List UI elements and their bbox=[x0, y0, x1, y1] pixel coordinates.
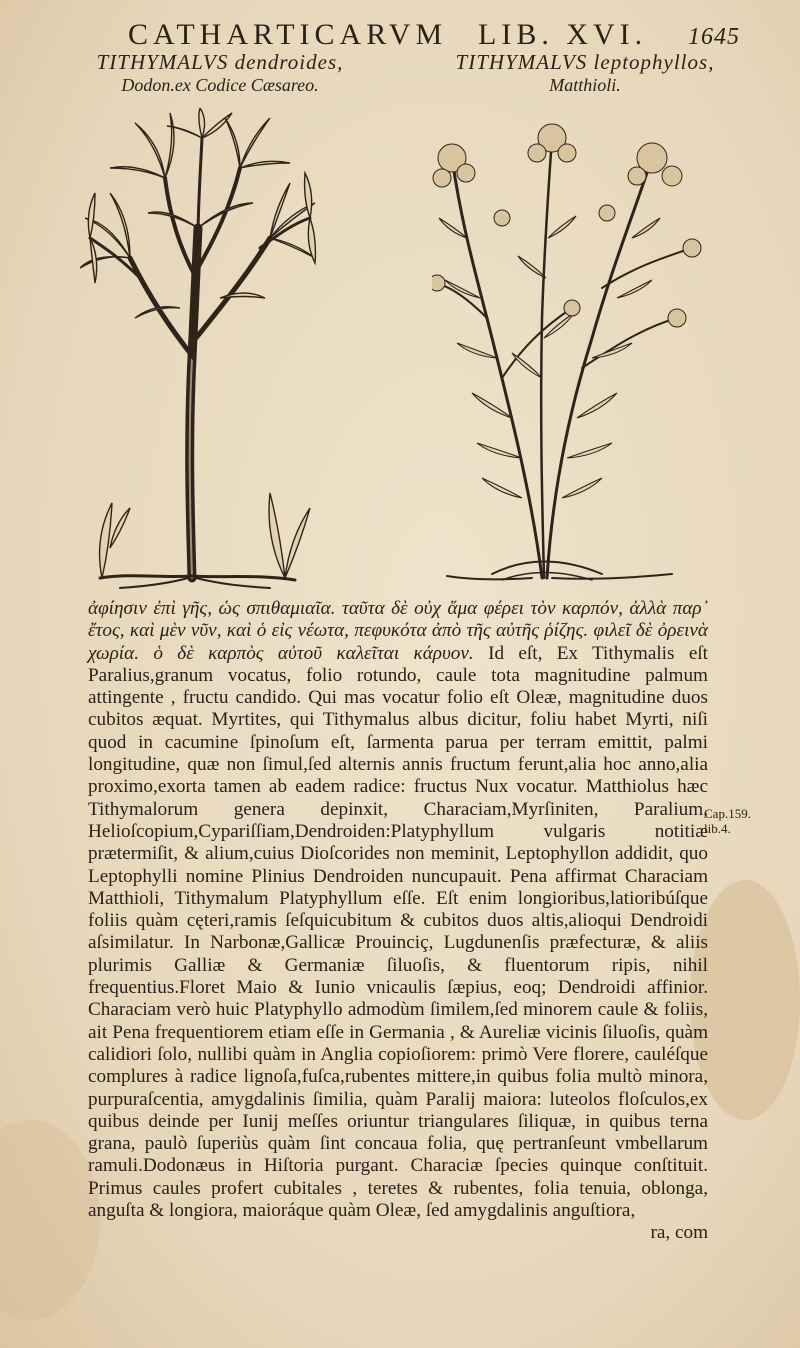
paper-stain bbox=[0, 1120, 100, 1320]
book-number: LIB. XVI. bbox=[478, 18, 648, 51]
figure-caption-right bbox=[420, 50, 750, 96]
plant-source-right: Matthioli. bbox=[549, 75, 621, 95]
page-number: 1645 bbox=[688, 24, 740, 50]
woodcut-tithymalus-dendroides bbox=[80, 108, 320, 590]
latin-commentary: Id eſt, Ex Tithymalis eſt Paralius,granum vocatus, folio rotundo, caule tota magnitudine palmum attingente , fructu candido. Qui mas vocatur folio eſt Oleæ, magnitudine duos cubitos æquat. Myrtites, qui Tithymalus albus dicitur, foliu habet Myrti, niſi quod in cacumine ſpinoſum eſt, ſarmenta parua per terram emittit, palmi longitudine, quæ non ſimul,ſed alternis annis fructum ferunt,alia hoc anno,alia proximo,exorta tamen ab eadem radice: fructus Nux vocatur. Matthiolus hæc Tithymalorum genera depinxit, Characiam,Myrſiniten, Paralium, Helioſcopium,Cypariſſiam,Dendroiden:Platyphyllum vulgaris notitiæ prætermiſit, & alium,cuius Dioſcorides non meminit, Leptophyllon addidit, quo Leptophylli nomine Plinius Dendroiden nuncupauit. Pena affirmat Characiam Matthioli, Tithymalum Platyphyllum eſſe. Eſt enim longioribus,latioribúſque foliis quàm cęteri,ramis ſeſquicubitum & cubitos duos altis,alioqui Dendroidi aſsimilatur. In Narbonæ,Gallicæ Prouinciç, Lugdunenſis præfecturæ, & aliis plurimis Galliæ & Germaniæ ſiluoſis, & fluentorum ripis, nihil frequentius.Floret Maio & Iunio vnicaulis ſæpius, eoq; Dendroidi affinior. Characiam verò huic Platyphyllo admodùm ſimilem,ſed minorem caule & foliis, ait Pena frequentiorem etiam eſſe in Germania , & Aureliæ vicinis ſiluoſis, quàm calidiori ſolo, nullibi quàm in Anglia copioſiorem: primò Vere florere, cauléſque complures à radice lignoſa,fuſca,rubentes mittere,in quibus folia multò minora, purpuraſcentia, amygdalinis ſimilia, quàm Paralij maiora: luteolos floſculos,ex quibus deinde per Iunij meſſes oriuntur triangulares ſiliquæ, in quibus terna grana, paulò ſuperiùs quàm ſint concaua folia, quę pertranſeunt vmbellarum ramuli.Dodonæus in Hiſtoria purgant. Characiæ ſpecies quinque conſtituit. Primus caules profert cubitales , teretes & rubentes, folia tenuia, oblonga, anguſta & longiora, maioráque quàm Oleæ, ſed amygdalinis anguſtiora, bbox=[88, 642, 709, 1222]
plant-name-right: TITHYMALVS leptophyllos, bbox=[455, 50, 715, 74]
margin-reference: Cap.159. lib.4. bbox=[704, 806, 751, 836]
woodcut-tithymalus-leptophyllos bbox=[432, 118, 702, 588]
running-title: CATHARTICARVM bbox=[128, 18, 448, 51]
plant-name-left: TITHYMALVS dendroides, bbox=[96, 50, 344, 74]
running-head bbox=[128, 18, 740, 54]
greek-quotation: ἀφίησιν ἐπὶ γῆς, ὡς σπιθαμιαῖα. ταῦτα δὲ οὐχ ἅμα φέρει τὸν καρπόν, ἀλλὰ παρ᾽ ἔτος, καὶ μὲν νῦν, καὶ ὁ εἰς νέωτα, πεφυκότα ἀπὸ τῆς αὐτῆς ῥίζης. φιλεῖ δὲ ὀρεινὰ χωρία. ὁ δὲ καρπὸς αὐτοῦ καλεῖται κάρυον. bbox=[88, 598, 708, 664]
figure-caption-left bbox=[70, 50, 370, 96]
plant-source-left: Dodon.ex Codice Cæsareo. bbox=[121, 75, 319, 95]
catchword: ra, com bbox=[650, 1222, 708, 1244]
main-text bbox=[88, 598, 708, 1245]
